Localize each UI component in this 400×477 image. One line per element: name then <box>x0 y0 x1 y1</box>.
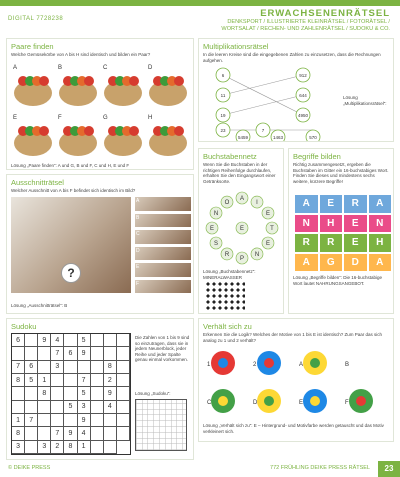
number-label: 7 <box>261 128 265 133</box>
flower-label: B <box>345 362 350 368</box>
sudoku-cell: 7 <box>51 427 64 440</box>
sudoku-cell: 3 <box>12 441 25 454</box>
sudoku-cell: 4 <box>104 401 117 414</box>
cutout-options <box>135 197 191 293</box>
sudoku-cell <box>104 414 117 427</box>
letter-net <box>203 191 281 265</box>
sudoku-cell <box>91 347 104 360</box>
aus-text: Welcher Ausschnitt von A bis F befindet sich identisch im Bild? <box>11 188 136 193</box>
flower-label: C <box>207 400 212 406</box>
sudoku-cell <box>64 334 77 347</box>
net-letter: E <box>209 226 215 232</box>
sudoku-cell: 9 <box>38 334 51 347</box>
sudoku-cell: 6 <box>12 334 25 347</box>
number-label: 570 <box>309 135 317 140</box>
net-letter: E <box>265 211 270 217</box>
cutout-option: F <box>135 280 191 294</box>
sudoku-cell: 5 <box>25 374 38 387</box>
digital-code: DIGITAL 7728238 <box>8 16 64 22</box>
top-bar <box>0 0 400 6</box>
grid-letter: G <box>320 254 343 272</box>
mult-card <box>198 38 394 142</box>
sudoku-card <box>6 318 194 460</box>
sudoku-cell <box>117 347 130 360</box>
number-label: 19 <box>220 113 226 118</box>
grid-letter: N <box>295 215 318 233</box>
net-letter: N <box>213 211 219 217</box>
net-letter: R <box>224 251 230 258</box>
sudoku-cell <box>64 361 77 374</box>
grid-letter: H <box>369 234 392 252</box>
sudoku-cell <box>25 334 38 347</box>
sudoku-cell: 6 <box>64 347 77 360</box>
number-label: 5459 <box>237 135 249 140</box>
paare-card <box>6 38 194 170</box>
cutout-option: E <box>135 263 191 277</box>
number-label: 1463 <box>272 135 284 140</box>
sudoku-solution: Lösung „Sudoku“: <box>135 391 171 396</box>
sudoku-cell: 3 <box>78 401 91 414</box>
basket-label: B <box>58 65 63 71</box>
sudoku-cell <box>38 361 51 374</box>
sudoku-cell <box>38 427 51 440</box>
sudoku-cell: 6 <box>25 361 38 374</box>
sudoku-cell <box>91 427 104 440</box>
sudoku-solution-grid <box>135 399 187 451</box>
number-label: 11 <box>220 93 226 98</box>
sudoku-cell: 7 <box>51 347 64 360</box>
begr-card <box>288 148 394 314</box>
sudoku-cell <box>25 387 38 400</box>
sudoku-cell <box>12 387 25 400</box>
sudoku-cell: 1 <box>38 374 51 387</box>
sudoku-cell <box>91 414 104 427</box>
number-label: 644 <box>299 93 307 98</box>
net-letter: N <box>254 251 260 258</box>
basket-label: G <box>103 115 108 121</box>
buch-card <box>198 148 284 314</box>
page-number: 23 <box>378 461 400 477</box>
grid-letter: H <box>320 215 343 233</box>
sudoku-cell <box>51 387 64 400</box>
sudoku-cell <box>51 414 64 427</box>
sudoku-cell: 1 <box>78 441 91 454</box>
sudoku-cell <box>25 347 38 360</box>
letter-grid <box>295 195 391 271</box>
sudoku-cell <box>25 401 38 414</box>
sudoku-cell <box>38 401 51 414</box>
flower-option <box>303 351 327 375</box>
sudoku-cell <box>91 387 104 400</box>
sudoku-cell: 7 <box>25 414 38 427</box>
sudoku-cell <box>104 334 117 347</box>
sudoku-cell <box>117 374 130 387</box>
copyright: © DEIKE PRESS <box>8 465 51 471</box>
sudoku-cell: 2 <box>104 374 117 387</box>
sudoku-cell: 9 <box>78 414 91 427</box>
aus-title: Ausschnitträtsel <box>11 178 64 187</box>
grid-letter: R <box>320 234 343 252</box>
paare-text: Welche Gemüsekörbe von A bis H sind identisch und bilden ein Paar? <box>11 52 151 57</box>
number-label: 4950 <box>297 113 309 118</box>
grid-letter: A <box>295 254 318 272</box>
sudoku-cell <box>117 387 130 400</box>
verh-card <box>198 318 394 442</box>
sudoku-cell <box>64 374 77 387</box>
flower-option <box>211 389 235 413</box>
grid-letter: A <box>369 195 392 213</box>
grid-letter: R <box>344 195 367 213</box>
net-letter: I <box>256 200 258 207</box>
sudoku-cell: 8 <box>104 361 117 374</box>
sudoku-cell: 8 <box>38 387 51 400</box>
flower-option <box>211 351 235 375</box>
page-subtitle: DENKSPORT / ILLUSTRIERTE KLEINRÄTSEL / FOTORÄTSEL / WORTSALAT / RECHEN- UND ZAHLENRÄTSEL / SUDOKU & CO. <box>221 19 390 32</box>
flower-option <box>349 389 373 413</box>
question-mark: ? <box>61 263 81 283</box>
aus-solution: Lösung „Ausschnitträtsel“: B <box>11 303 68 308</box>
paare-solution: Lösung „Paare finden“: A und G, B und F, C und H, E und F <box>11 163 130 168</box>
begr-text: Richtig zusammengesetzt, ergeben die Buchstaben im Gitter ein 16-buchstabiges Wort. Finden Sie dieses und mindestens sechs weitere, kürzere Begriffe! <box>293 162 389 184</box>
grid-letter: E <box>344 215 367 233</box>
flower-label: E <box>299 400 304 406</box>
begr-solution: Lösung „Begriffe bilden“: Die 16-buchstabige Wort lautet NAHRUNGSANGEBOT. <box>293 275 382 286</box>
sudoku-cell: 5 <box>78 387 91 400</box>
mult-title: Multiplikationsrätsel <box>203 42 269 51</box>
net-letter: T <box>270 226 274 232</box>
grid-letter: A <box>369 254 392 272</box>
grid-letter: E <box>344 234 367 252</box>
grid-letter: R <box>295 234 318 252</box>
sudoku-cell: 5 <box>78 334 91 347</box>
mult-solution: Lösung „Multiplikationsrätsel“: <box>343 95 387 106</box>
sudoku-cell: 8 <box>12 374 25 387</box>
sudoku-cell <box>104 427 117 440</box>
buch-text: Wenn Sie die Buchstaben in der richtigen Reihenfolge durchlaufen, erhalten Sie den Eingangswort einer Getränksorte. <box>203 162 276 184</box>
sudoku-cell: 9 <box>78 347 91 360</box>
sudoku-cell <box>117 414 130 427</box>
sudoku-title: Sudoku <box>11 322 37 331</box>
sudoku-cell <box>91 441 104 454</box>
sudoku-cell <box>38 347 51 360</box>
sudoku-cell <box>117 401 130 414</box>
verh-solution: Lösung „Verhält sich zu“: E – Hintergrund- und Motivfarbe werden getauscht und das Motiv verkleinert sich. <box>203 423 384 434</box>
flower-label: 2 <box>253 362 257 368</box>
sudoku-cell <box>64 414 77 427</box>
aus-card <box>6 174 194 314</box>
sudoku-cell <box>51 374 64 387</box>
sudoku-cell <box>25 441 38 454</box>
basket-label: D <box>148 65 153 71</box>
sudoku-cell <box>12 347 25 360</box>
sudoku-cell <box>117 334 130 347</box>
sudoku-cell <box>38 414 51 427</box>
number-label: 23 <box>220 128 226 133</box>
net-letter: S <box>214 241 219 247</box>
basket-label: A <box>13 65 18 71</box>
basket-label: F <box>58 115 62 121</box>
sudoku-cell <box>64 387 77 400</box>
net-letter: O <box>224 200 230 207</box>
sudoku-cell: 7 <box>12 361 25 374</box>
sudoku-cell: 9 <box>104 387 117 400</box>
number-label: 6 <box>221 73 225 78</box>
sudoku-cell: 7 <box>78 374 91 387</box>
analogy-flowers <box>203 347 391 419</box>
cutout-option: A <box>135 197 191 211</box>
sudoku-cell <box>91 361 104 374</box>
net-letter: E <box>239 226 245 232</box>
sudoku-cell <box>117 361 130 374</box>
solution-dots <box>205 281 245 311</box>
verh-title: Verhält sich zu <box>203 322 252 331</box>
page-title: ERWACHSENENRÄTSEL <box>260 8 390 19</box>
sudoku-cell: 3 <box>38 441 51 454</box>
sudoku-cell: 4 <box>51 334 64 347</box>
flower-label: 1 <box>207 362 211 368</box>
footer-brand: 772 FRÜHLING DEIKE PRESS RÄTSEL <box>270 465 370 471</box>
sudoku-cell: 5 <box>64 401 77 414</box>
sudoku-grid <box>11 333 131 455</box>
grid-letter: N <box>369 215 392 233</box>
basket-label: C <box>103 65 108 71</box>
sudoku-cell <box>91 334 104 347</box>
sudoku-text: Die Zahlen von 1 bis 9 sind so einzutragen, dass sie in jedem Neunerblock, jeder Reihe und jeder Spalte genau einmal vorkommen. <box>135 335 190 362</box>
flower-option <box>303 389 327 413</box>
grid-letter: D <box>344 254 367 272</box>
flower-option <box>257 389 281 413</box>
flower-option <box>349 351 373 375</box>
paare-title: Paare finden <box>11 42 54 51</box>
sudoku-cell: 3 <box>51 361 64 374</box>
grid-letter: A <box>295 195 318 213</box>
grid-letter: E <box>320 195 343 213</box>
baskets-grid <box>11 61 191 161</box>
flower-option <box>257 351 281 375</box>
sudoku-cell <box>91 401 104 414</box>
buch-title: Buchstabennetz <box>203 152 257 161</box>
net-letter: A <box>239 196 245 202</box>
sudoku-cell <box>78 361 91 374</box>
net-letter: P <box>239 256 245 262</box>
sudoku-cell: 8 <box>12 427 25 440</box>
basket-label: E <box>13 115 18 121</box>
sudoku-cell <box>91 374 104 387</box>
net-letter: E <box>265 241 270 247</box>
sudoku-cell: 4 <box>78 427 91 440</box>
sudoku-cell <box>104 441 117 454</box>
sudoku-cell <box>51 401 64 414</box>
sudoku-cell <box>117 427 130 440</box>
begr-title: Begriffe bilden <box>293 152 341 161</box>
flower-label: D <box>253 400 258 406</box>
cutout-option: B <box>135 214 191 228</box>
number-label: 912 <box>299 73 307 78</box>
sudoku-cell <box>12 401 25 414</box>
verh-text: Erkennen Sie die Logik? Welches der Motive von 1 bis E ist identisch? Zum Paar das sich analog zu 1 und 2 verhält? <box>203 332 383 343</box>
sudoku-cell <box>104 347 117 360</box>
flower-label: A <box>299 362 304 368</box>
sudoku-cell: 8 <box>64 441 77 454</box>
cutout-option: D <box>135 247 191 261</box>
sudoku-cell: 1 <box>12 414 25 427</box>
basket-label: H <box>148 115 153 121</box>
sudoku-cell <box>25 427 38 440</box>
buch-solution: Lösung „Buchstabennetz“: MINERALWASSER <box>203 269 256 280</box>
sudoku-cell: 2 <box>51 441 64 454</box>
cutout-option: C <box>135 230 191 244</box>
mult-text: In die leeren Kreise sind die eingegebenen Zahlen zu einzusetzen, dass die Rechnungen aufgehen. <box>203 52 381 63</box>
sudoku-cell: 9 <box>64 427 77 440</box>
flower-label: F <box>345 400 349 406</box>
